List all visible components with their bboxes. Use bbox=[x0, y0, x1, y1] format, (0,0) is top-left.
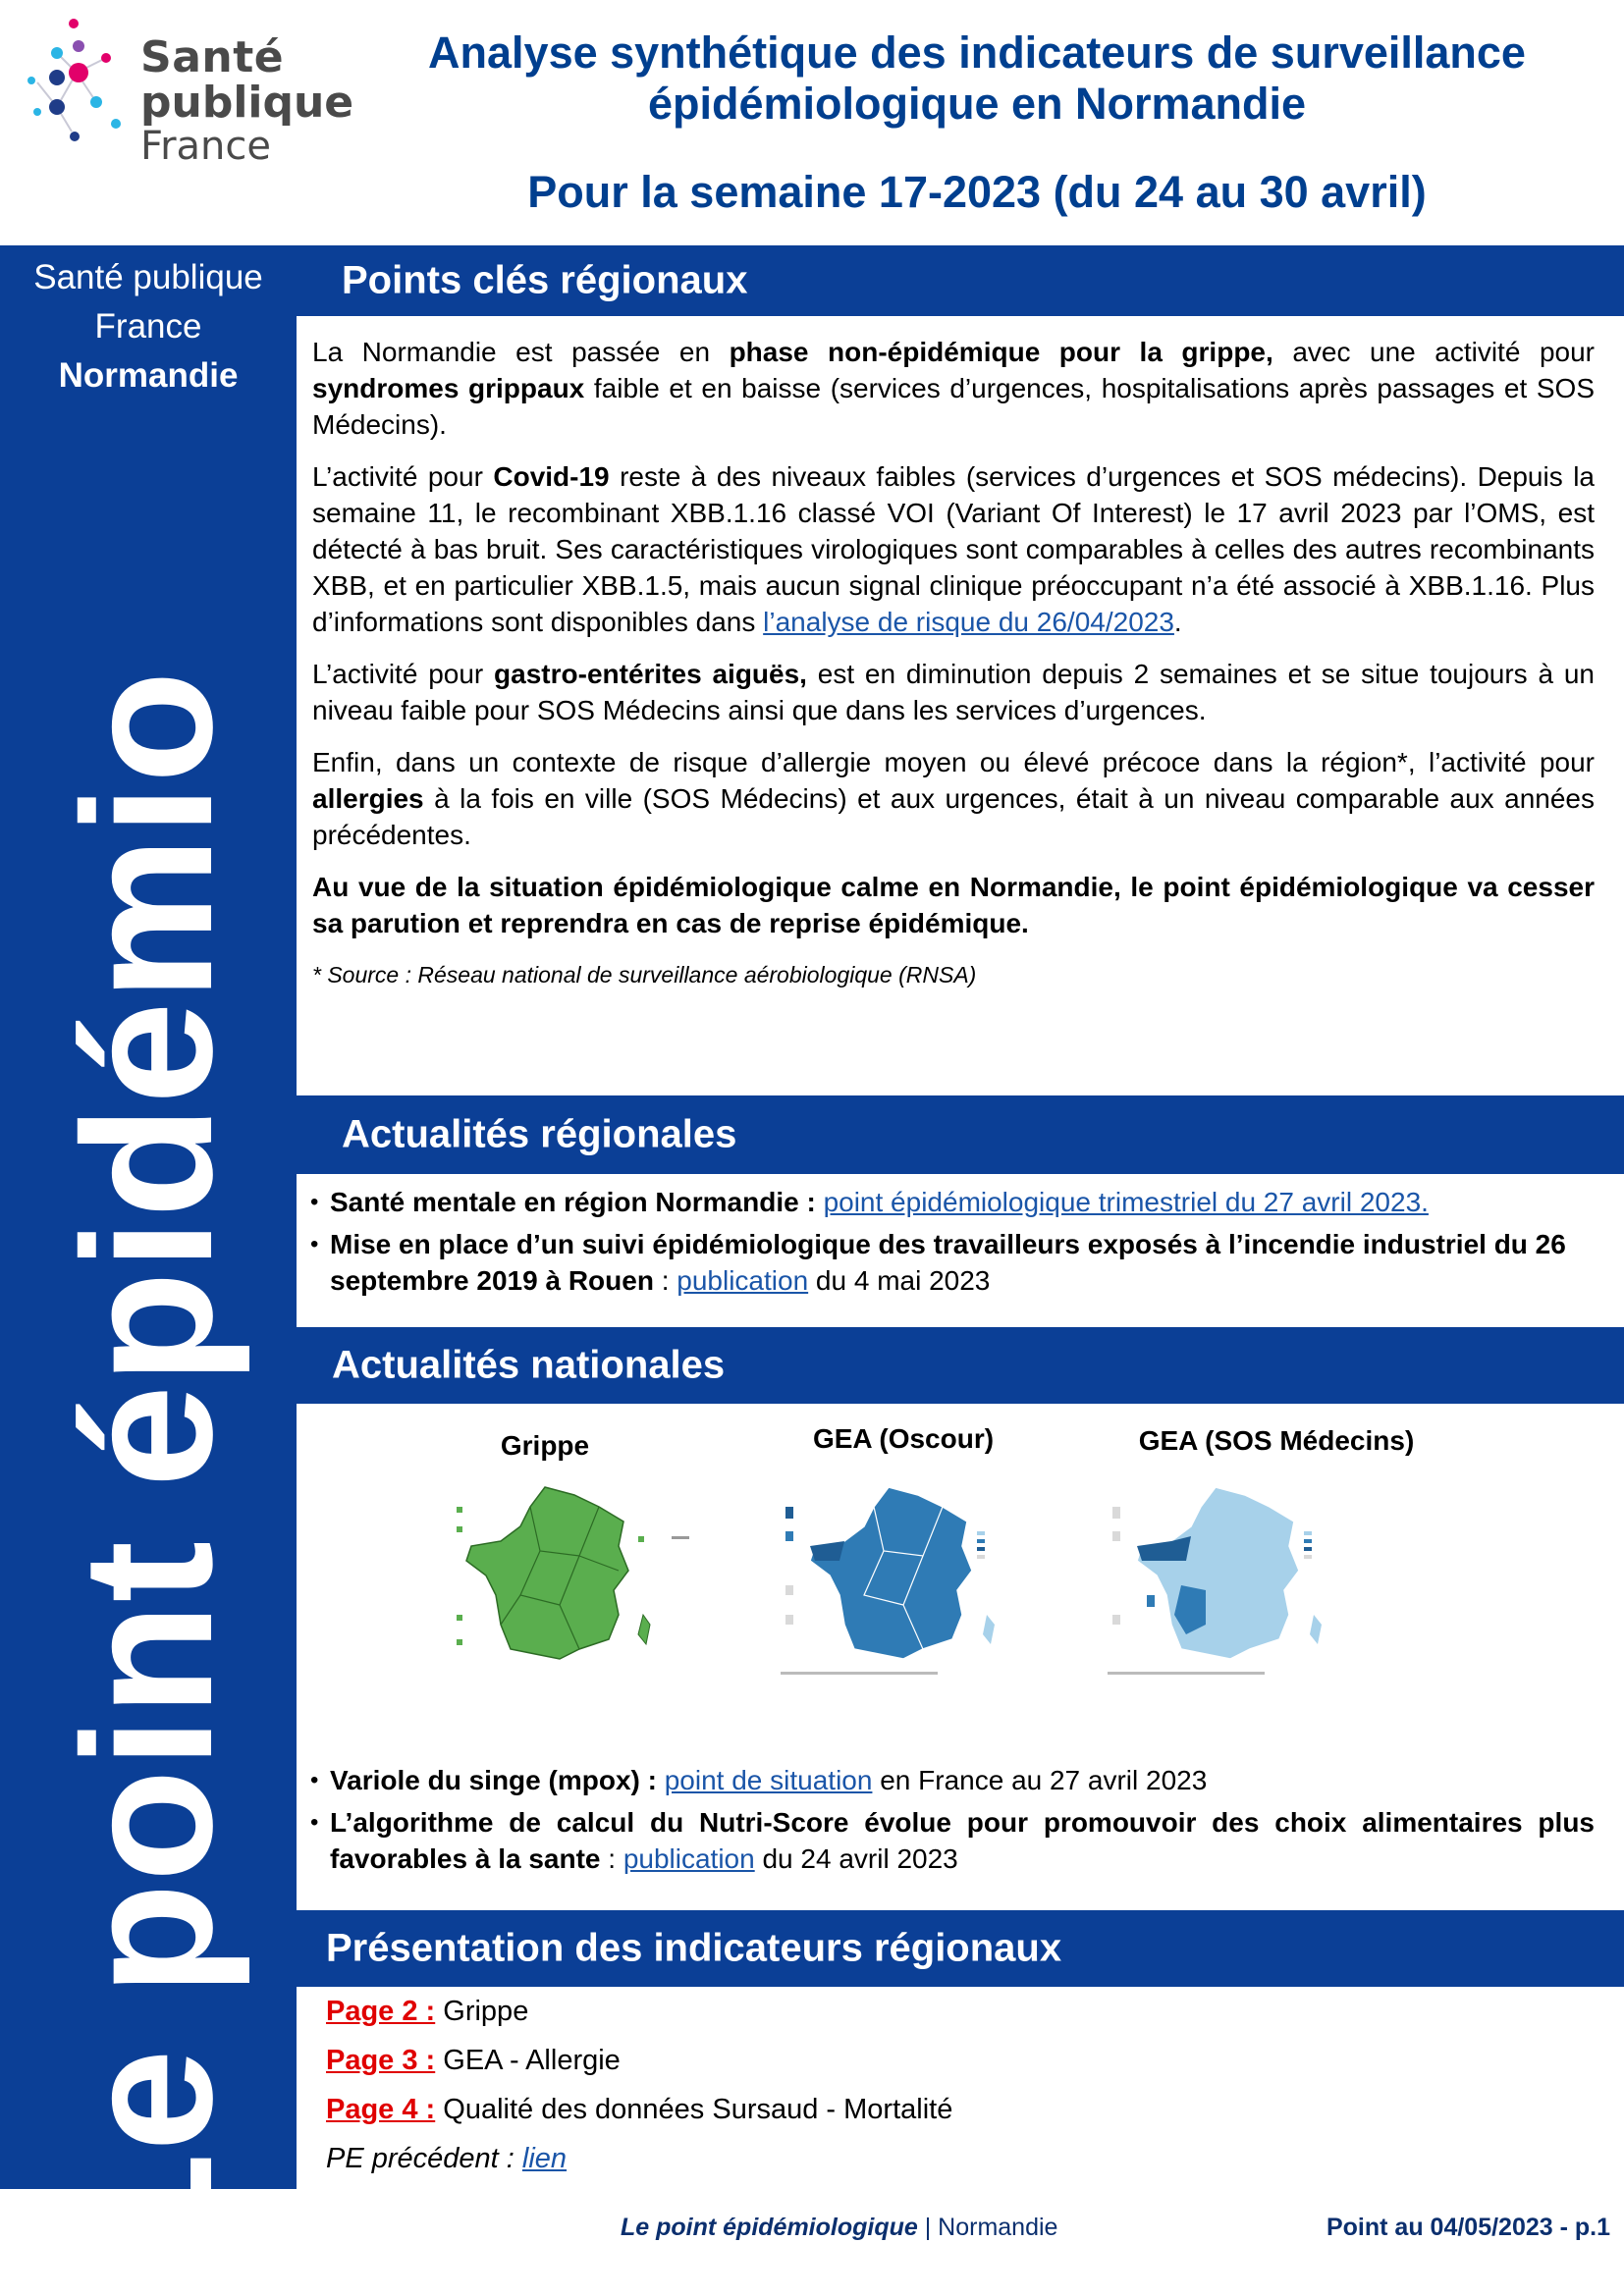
list-item: • L’algorithme de calcul du Nutri-Score évolue pour promouvoir des choix alimentaires plus favorables à la sante : publication du 24 avril 2023 bbox=[312, 1804, 1595, 1877]
page3-link[interactable]: Page 3 : bbox=[326, 2045, 436, 2076]
actualites-regionales-body bbox=[312, 1184, 1595, 1305]
sidebar-region: Normandie bbox=[58, 356, 239, 395]
section-title: Actualités nationales bbox=[332, 1343, 726, 1387]
list-item: • Mise en place d’un suivi épidémiologique des travailleurs exposés à l’incendie industriel du 26 septembre 2019 à Rouen : publication du 4 mai 2023 bbox=[312, 1226, 1595, 1299]
presentation-body bbox=[326, 1987, 1308, 2183]
sidebar-line1: Santé publique bbox=[33, 258, 263, 296]
sidebar-line2: France bbox=[94, 307, 202, 346]
map-title-grippe: Grippe bbox=[500, 1430, 590, 1461]
mpox-link[interactable]: point de situation bbox=[664, 1765, 873, 1795]
map-grippe-france-icon bbox=[442, 1477, 707, 1674]
section-title: Points clés régionaux bbox=[342, 258, 748, 302]
section-title: Présentation des indicateurs régionaux bbox=[326, 1926, 1062, 1970]
map-title-gea-sos: GEA (SOS Médecins) bbox=[1138, 1425, 1415, 1456]
logo-line3: France bbox=[140, 124, 272, 170]
logo-dots-icon bbox=[18, 14, 135, 161]
section-header-points-cles bbox=[297, 245, 1624, 316]
paragraph-gea: L’activité pour gastro-entérites aiguës, est en diminution depuis 2 semaines et se situe toujours à un niveau faible pour SOS Médecins ainsi que dans les services d’urgences. bbox=[312, 659, 1596, 725]
map-gea-oscour-icon bbox=[781, 1477, 1075, 1688]
page4-link[interactable]: Page 4 : bbox=[326, 2094, 436, 2125]
section-header-actualites-regionales bbox=[297, 1095, 1624, 1174]
sante-mentale-link[interactable]: point épidémiologique trimestriel du 27 avril 2023. bbox=[823, 1187, 1429, 1217]
page2-link[interactable]: Page 2 : bbox=[326, 1996, 436, 2027]
list-item: PE précédent : lien bbox=[326, 2143, 568, 2174]
sidebar-vertical-title: Le point épidémio bbox=[44, 669, 250, 2266]
analyse-risque-link[interactable]: l’analyse de risque du 26/04/2023 bbox=[763, 607, 1174, 637]
spf-logo bbox=[18, 14, 354, 171]
paragraph-allergies: Enfin, dans un contexte de risque d’allergie moyen ou élevé précoce dans la région*, l’activité pour allergies à la fois en ville (SOS Médecins) et aux urgences, était à un niveau comparable aux années précédentes. bbox=[312, 747, 1595, 850]
list-item: Page 3 : GEA - Allergie bbox=[326, 2045, 621, 2076]
list-item: • Santé mentale en région Normandie : point épidémiologique trimestriel du 27 avril 2023. bbox=[312, 1184, 1595, 1220]
actualites-nationales-body bbox=[312, 1762, 1595, 1883]
section-title: Actualités régionales bbox=[342, 1112, 737, 1156]
logo-line1: Santé bbox=[140, 32, 285, 82]
source-note: * Source : Réseau national de surveillance aérobiologique (RNSA) bbox=[312, 962, 977, 988]
paragraph-conclusion: Au vue de la situation épidémiologique calme en Normandie, le point épidémiologique va cesser sa parution et reprendra en cas de reprise épidémique. bbox=[312, 872, 1595, 938]
publication-link[interactable]: publication bbox=[677, 1265, 809, 1296]
map-title-gea-oscour: GEA (Oscour) bbox=[812, 1423, 995, 1454]
previous-edition-link[interactable]: lien bbox=[521, 2143, 568, 2174]
section-header-actualites-nationales bbox=[297, 1327, 1624, 1404]
list-item: Page 2 : Grippe bbox=[326, 1996, 529, 2027]
paragraph-grippe: La Normandie est passée en phase non-épidémique pour la grippe, avec une activité pour syndromes grippaux faible et en baisse (services d’urgences, hospitalisations après passages et SOS Médecins). bbox=[312, 337, 1596, 440]
page-title bbox=[334, 27, 1620, 218]
title-line2: épidémiologique en Normandie bbox=[647, 79, 1307, 129]
points-cles-body bbox=[312, 334, 1595, 1009]
week-subtitle: Pour la semaine 17-2023 (du 24 au 30 avril) bbox=[527, 167, 1427, 217]
footer-title: Le point épidémiologique | Normandie bbox=[621, 2214, 1058, 2241]
list-item: • Variole du singe (mpox) : point de situation en France au 27 avril 2023 bbox=[312, 1762, 1595, 1798]
list-item: Page 4 : Qualité des données Sursaud - Mortalité bbox=[326, 2094, 953, 2125]
section-header-presentation bbox=[297, 1910, 1624, 1987]
title-line1: Analyse synthétique des indicateurs de surveillance bbox=[428, 27, 1526, 78]
map-gea-sos-icon bbox=[1108, 1477, 1402, 1688]
paragraph-covid: L’activité pour Covid-19 reste à des niveaux faibles (services d’urgences et SOS médecins). Depuis la semaine 11, le recombinant XBB.1.16 classé VOI (Variant Of Interest) le 17 avril 2023 par l’OMS, est détecté à bas bruit. Ses caractéristiques virologiques sont comparables à celles des autres recombinants XBB, et en particulier XBB.1.5, mais aucun signal clinique préoccupant n’a été associé à XBB.1.16. Plus d’informations sont disponibles dans l’analyse de risque du 26/04/2023. bbox=[312, 461, 1595, 637]
footer-page: Point au 04/05/2023 - p.1 bbox=[1326, 2214, 1610, 2241]
nutriscore-link[interactable]: publication bbox=[623, 1843, 755, 1874]
logo-line2: publique bbox=[140, 78, 354, 129]
sidebar bbox=[0, 245, 297, 2266]
